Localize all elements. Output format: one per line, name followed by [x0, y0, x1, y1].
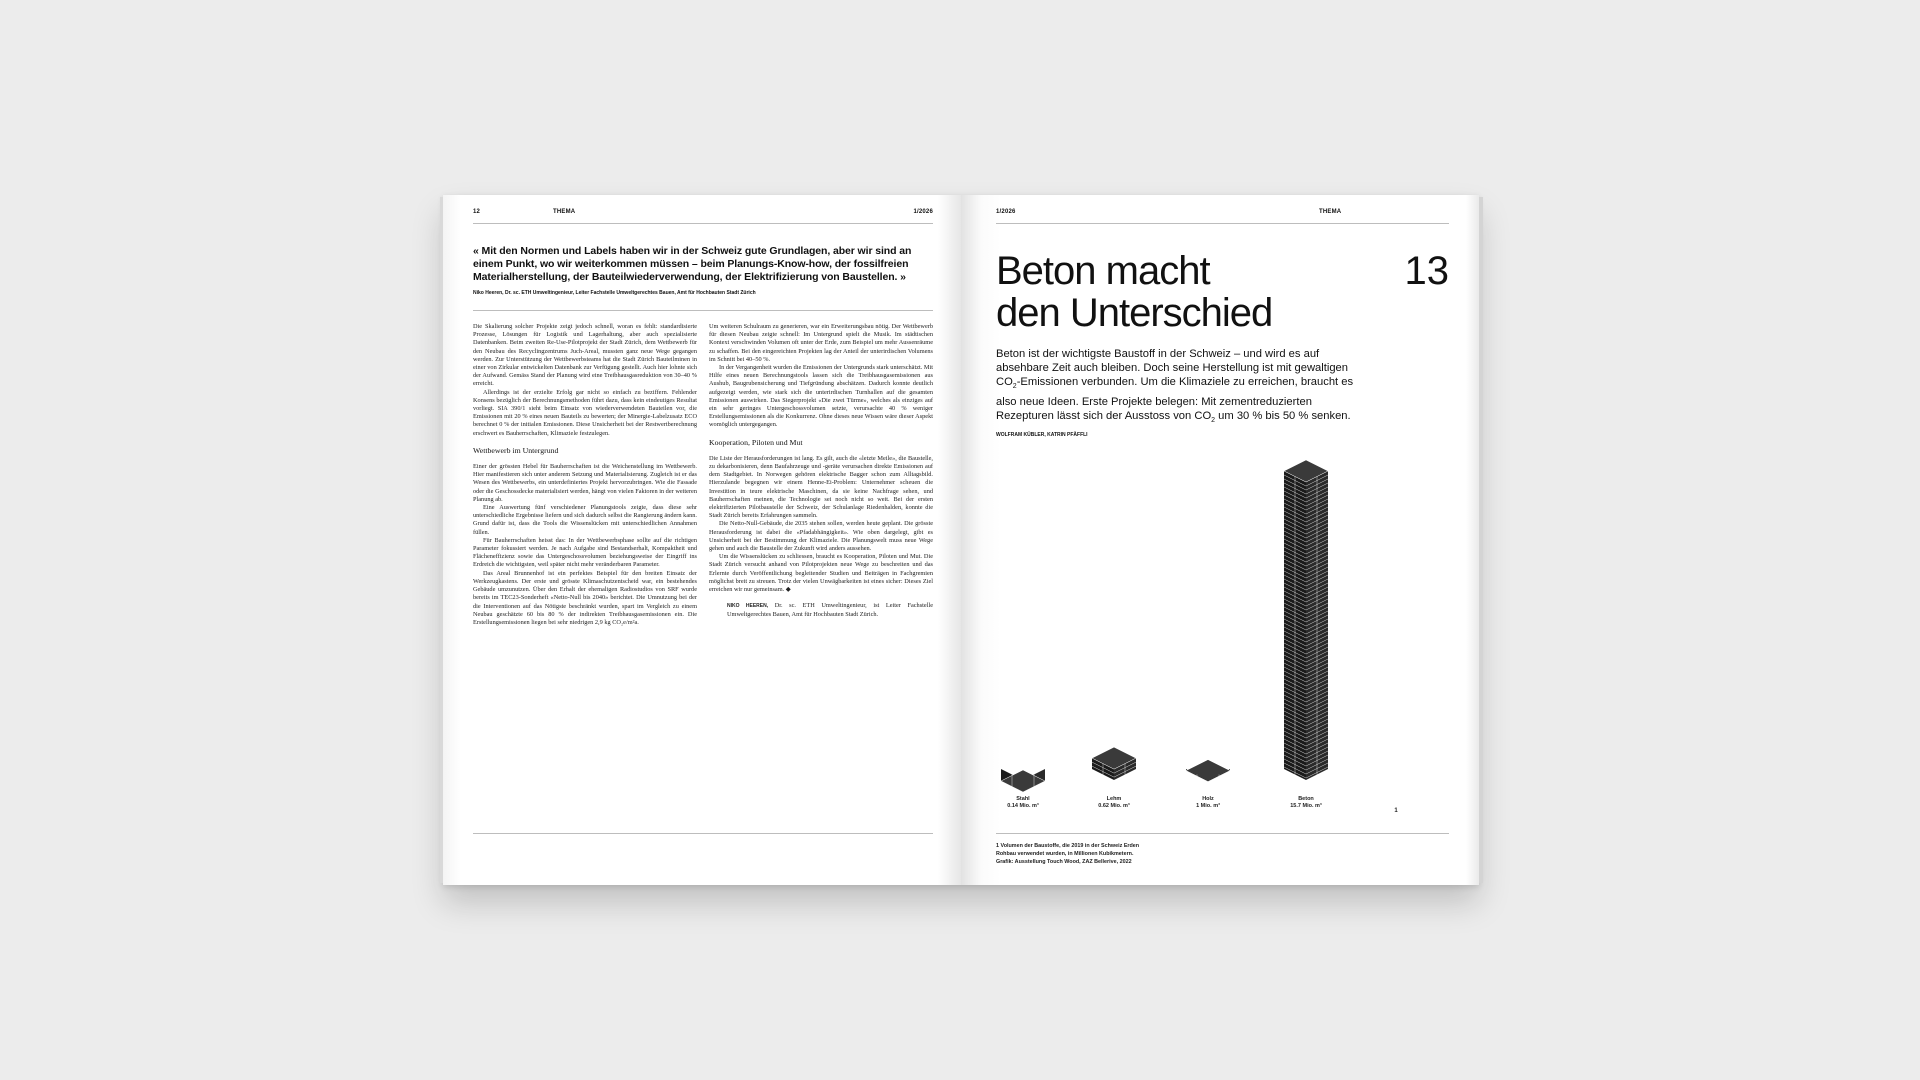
paragraph: Die Skalierung solcher Projekte zeigt jedoch schnell, woran es fehlt: standardisierte Prozesse, Lösungen für Logistik und Lagerhaltung, aber auch spezialisierte Datenbanken. Beim zweiten Re-Use-Pilotprojekt der Stadt Zürich, dem Wettbewerb für den Neubau des Recyclingzentrums Juch-Areal, mussten ganz neue Wege gegangen werden. Zur Unterstützung der Wettbewerbsteams hat die Stadt Zürich Bauteilminen in einer von Zirkular entwickelten Datenbank zur Verfügung gestellt. Auch hier lohnte sich der Aufwand. Gemäss Stand der Planung wird eine Treibhausgasreduktion von 30–40 % erreicht. [473, 323, 697, 388]
bar-lehm [1092, 747, 1136, 780]
paragraph: Um weiteren Schulraum zu generieren, war ein Erweiterungsbau nötig. Der Wettbewerb für diesen Neubau zeigte schnell: Im Untergrund spielt die Musik. Im städtischen Kontext verschwinden Volumen oft unter der Erde, zum Beispiel um mehr Aussenräume zu schaffen. Bei den eingereichten Projekten lag der Anteil der unterirdischen Volumens im Schnitt bei 40–50 %. [709, 323, 933, 363]
left-issue-label: 1/2026 [913, 209, 933, 215]
right-issue-label: 1/2026 [996, 209, 1016, 215]
value-label: 0.62 Mio. m³ [1098, 803, 1130, 809]
lead-subscript: 2 [1211, 417, 1216, 425]
bar-stahl [1001, 769, 1045, 792]
left-page [443, 195, 961, 885]
right-page-number: 13 [1404, 249, 1449, 293]
value-label: 0.14 Mio. m³ [1007, 803, 1039, 809]
quote-rule [473, 310, 933, 311]
paragraph: In der Vergangenheit wurden die Emissionen der Untergrunds stark unterschätzt. Mit Hilfe eines neuen Berechnungstools lassen sich die Treibhausgasemissionen aus Aushub, Baugrubensicherung und Tiefgründung abschätzen. Dadurch konnte deutlich aufgezeigt werden, wie stark sich die unterirdischen Turnhallen auf die gesamten Emissionen auswirken. Das Siegerprojekt «Die zwei Türme», welches als einziges auf ein sehr geringes Untergeschossvolumen setzte, verursachte 40 % weniger Erstellungsemissionen als die Konkurrenz. Ohne dieses neue Wissen wäre dieser Aspekt womöglich untergegangen. [709, 364, 933, 429]
category-label: Stahl [1016, 796, 1030, 802]
value-label: 1 Mio. m³ [1196, 803, 1220, 809]
paragraph: Eine Auswertung fünf verschiedener Planungstools zeigte, dass diese sehr unterschiedliche Ergebnisse liefern und sich dadurch selbst die Rangierung ändern kann. Grund dafür ist, dass die Tools die Wissenslücken mit unterschiedlichen Annahmen füllen. [473, 504, 697, 536]
right-footer-rule [996, 833, 1449, 834]
author-note [727, 602, 933, 618]
text-column-2 [709, 323, 933, 619]
right-header-rule [996, 223, 1449, 224]
text-column-1 [473, 323, 697, 627]
paragraph: Um die Wissenslücken zu schliessen, braucht es Kooperation, Piloten und Mut. Die Stadt Zürich versucht anhand von Pilotprojekten neue Wege zu beschreiten und das Erlernte durch Veröffentlichung begleitender Studien und Beiträgen in Fachgremien möglichst breit zu streuen. Trotz der vielen Unwägbarkeiten ist eines sicher: Dieses Ziel erreichen wir nur gemeinsam. ◆ [709, 553, 933, 594]
figure-number: 1 [1394, 808, 1398, 814]
left-page-number: 12 [473, 209, 481, 215]
lead-subscript: 2 [1012, 383, 1017, 391]
bar-beton [1284, 460, 1328, 780]
article-title [996, 250, 1272, 334]
figure-caption: 1 Volumen der Baustoffe, die 2019 in der Schweiz Erden Rohbau verwendet wurden, in Millionen Kubikmetern. Grafik: Ausstellung Touch Wood, ZAZ Bellerive, 2022 [996, 843, 1140, 865]
value-label: 15.7 Mio. m³ [1290, 803, 1322, 809]
pull-quote: « Mit den Normen und Labels haben wir in der Schweiz gute Grundlagen, aber wir sind an einem Punkt, wo wir weiterkommen müssen – beim Planungs-Know-how, der fossilfreien Materialherstellung, der Bauteilwiederverwendung, der Elektrifizierung von Baustellen. » [473, 245, 912, 283]
left-footer-rule [473, 833, 933, 834]
lead-text: um 30 % bis 50 % senken. [1215, 410, 1351, 423]
category-label: Beton [1298, 796, 1314, 802]
byline: WOLFRAM KÜBLER, KATRIN PFÄFFLI [996, 432, 1088, 438]
right-section-label: THEMA [1319, 209, 1342, 215]
lead-paragraph [996, 347, 1366, 428]
category-label: Lehm [1106, 796, 1122, 802]
paragraph: Für Bauherrschaften heisst das: In der Wettbewerbsphase sollte auf die richtigen Parameter fokussiert werden. Je nach Aufgabe sind Bestandserhalt, Kompaktheit und Flächeneffizienz sowie das Untergeschossvolumen beziehungsweise der Eingriff ins Erdreich die wichtigsten, weil später nicht mehr veränderbaren Parameter. [473, 536, 697, 569]
paragraph: Allerdings ist der erzielte Erfolg gar nicht so einfach zu beziffern. Fehlender Konsens bezüglich der Berechnungsmethoden führt dazu, dass kein eindeutiges Resultat vorliegt. SIA 390/1 sieht beim Einsatz von wiederverwendeten Bauteilen vor, die Emissionen mit 20 % eines neuen Bauteils zu bewerten; der Minergie-Labelzusatz ECO berechnet 0 % der initialen Emissionen. Diese Unsicherheit bei der Restwertberechnung erschwert es Bauherrschaften, Klimaziele festzulegen. [473, 388, 697, 437]
left-header-rule [473, 223, 933, 224]
left-section-label: THEMA [553, 209, 576, 215]
category-label: Holz [1202, 796, 1214, 802]
lead-text: Beton ist der wichtigste Baustoff in der Schweiz – und wird es auf absehbare Zeit auch bleiben. Doch seine Herstellung ist mit gewaltigen CO [996, 348, 1348, 389]
right-page [961, 195, 1479, 885]
material-volume-chart [981, 450, 1441, 820]
magazine-spread [443, 195, 1479, 885]
subheading: Kooperation, Piloten und Mut [709, 437, 803, 447]
paragraph: Die Netto-Null-Gebäude, die 2035 stehen sollen, werden heute geplant. Die grösste Herausforderung ist dabei die «Pfadabhängigkeit». Wie oben dargelegt, gibt es Unsicherheit bei der Bestimmung der Klimaziele. Die Planungswelt muss neue Wege gehen und auch die Baustelle der Zukunft wird anders aussehen. [709, 520, 933, 553]
author-description: Dr. sc. ETH Umweltingenieur, ist Leiter Fachstelle Umweltgerechtes Bauen, Amt für Hochbauten Stadt Zürich. [727, 602, 933, 618]
bar-holz [1186, 760, 1230, 782]
paragraph: Die Liste der Herausforderungen ist lang. Es gilt, auch die «letzte Meile», die Baustelle, zu dekarbonisieren, denn Baufahrzeuge und -geräte verursachen direkte Emissionen auf dem Stadtgebiet. In Norwegen gehören elektrische Bagger schon zum Alltagsbild. Hierzulande begegnen wir einem Henne-Ei-Problem: Unternehmer scheuen die Investition in teure elektrische Maschinen, da sie keine Nachfrage sehen, und Bauherrschaften meinen, die Technologie sei noch nicht so weit. Bei der ersten elektrifizierten Pilotbaustelle der Schweiz, der Schulanlage Riedenhalden, konnte die Stadt Zürich bereits Erfahrungen sammeln. [709, 454, 933, 520]
title-line: Beton macht [996, 249, 1210, 293]
bar-face-top [1186, 760, 1230, 782]
subheading: Wettbewerb im Untergrund [473, 445, 559, 455]
paragraph: Das Areal Brunnenhof ist ein perfektes Beispiel für den breiten Einsatz der Werkzeugkastens. Der erste und grösste Klimaschutzentscheid war, ein bestehendes Gebäude umzunutzen. Über den Erhalt der ehemaligen Radiostudios von SRF wurde bereits im TEC23-Sonderheft «Netto-Null bis 2040» berichtet. Die Umnutzung bei der die Interventionen auf das Nötigste beschränkt wurden, spart im Vergleich zu einem Neubau geschätzte 60 bis 80 % der indirekten Treibhausgasemissionen ein. Die Erstellungsemissionen liegen bei sehr niedrigen 2,9 kg CO₂e/m²a. [473, 569, 697, 626]
title-line: den Unterschied [996, 291, 1273, 335]
pull-quote-credit: Niko Heeren, Dr. sc. ETH Umweltingenieur, Leiter Fachstelle Umweltgerechtes Bauen, Amt für Hochbauten Stadt Zürich [473, 290, 756, 296]
lead-text: -Emissionen verbunden. Um die Klimaziele zu erreichen, braucht es also neue Ideen. Erste Projekte belegen: Mit zementreduzierten Rezepturen lässt sich der Ausstoss von CO [996, 376, 1354, 423]
author-name: NIKO HEEREN, [727, 603, 769, 610]
paragraph: Einer der grössten Hebel für Bauherrschaften ist die Weichenstellung im Wettbewerb. Hier manifestieren sich unter anderem Setzung und Materialisierung. Zugleich ist er das Wesen des Wettbewerbs, ein unterdefiniertes Projekt hervorzubringen. Wie die Fassade oder die Geschossdecke materialisiert werden, hängt von vielen Faktoren in der weiteren Planung ab. [473, 463, 697, 503]
